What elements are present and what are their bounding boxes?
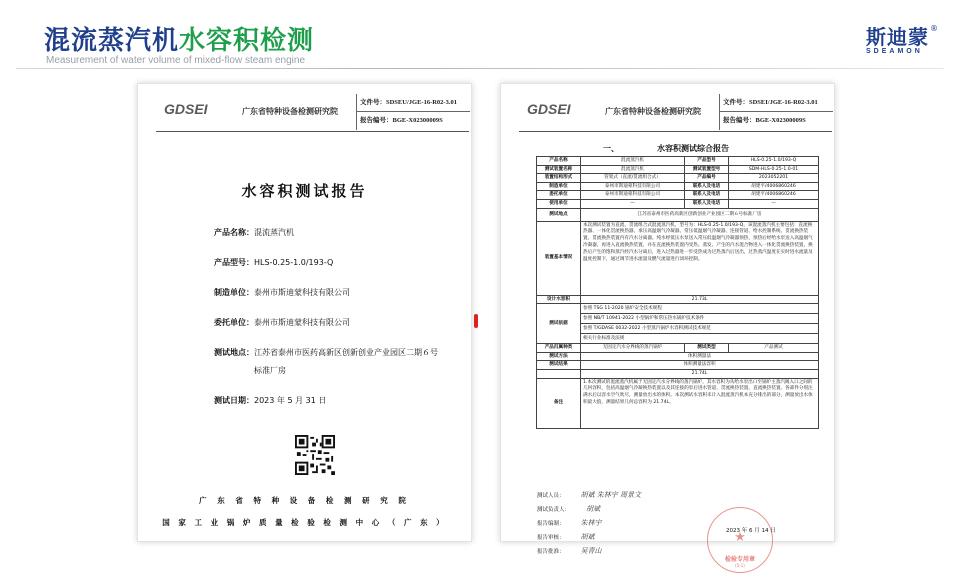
field-test-location-cont: 标准厂房: [254, 366, 286, 375]
report-summary-page: [500, 83, 835, 568]
org-name: 广东省特种设备检测研究院: [242, 107, 338, 116]
header-rule: [156, 131, 469, 132]
brand-logo-cn: 斯迪蒙: [866, 25, 929, 49]
report-number: 报告编号：BGE-X02300009S: [723, 117, 806, 124]
seal-code: (5-1): [735, 563, 745, 568]
table-row: 产品名称 混流蒸汽机 产品型号 HLS-0.25-1.0/193-Q: [537, 157, 819, 166]
official-seal: [707, 507, 773, 573]
brand-logo: [866, 24, 938, 60]
header-divider-right: [396, 68, 944, 69]
table-row: 设计水容积 21.73L: [537, 295, 819, 304]
brand-logo-en: SDEAMON: [866, 48, 923, 55]
sign-writer: 报告编制： 朱林宇: [537, 519, 602, 527]
table-row: 参照 T/GDASE 0032-2022 小型蒸汽锅炉水容积测试技术规范: [537, 324, 819, 334]
table-row: 备注 1.本次测试的混流蒸汽机属于无固定汽水分界线的蒸汽锅炉，其水容积为从给水泵出口至锅炉主蒸汽阀入口之间的几何容积，包括高温烟气冷凝换热装置以及其连接的泵后进水管道、贯流换热装置、直流换热装置、各部件分别注满水后以容水空气吹尽，测量放出水的体积。本次测试水容积未计入混流蒸汽机本充分排出的部分，测量放出水体积最大值，测量结果几何总容积为 21.74L。: [537, 378, 819, 428]
report-cover-page: [137, 83, 472, 542]
qr-code: [295, 435, 335, 475]
table-row: 21.74L: [537, 369, 819, 378]
red-marker: [474, 314, 478, 328]
org-name: 广东省特种设备检测研究院: [605, 107, 701, 116]
report-date: 2023 年 6 月 14 日: [726, 528, 776, 534]
page-subtitle: Measurement of water volume of mixed-flow steam engine: [46, 55, 306, 66]
field-product-model: 产品型号：HLS-0.25-1.0/193-Q: [214, 258, 334, 267]
seal-star-icon: ★: [734, 530, 746, 545]
table-row: 装置基本情况 本次测试装置为直流、贯流组合式混流蒸汽机，型号为：HLS-0.25-1.0/193-Q，该混流蒸汽机主要包括：直流换热器、一体化贯流换热器、承压高温烟气冷凝器、常压低温烟气冷凝器、连接管道、给水控制系统、贯流换热装置、贯流换热装置内有汽水分离器。纯水经低压水泵送入常压低温烟气冷凝器预热，预热后经给水泵送入高温烟气冷凝器，再进入直流换热装置，并在直流换热装置内受热、蒸发、产生的汽水混合物进入一体化贯流换热装置，换热后产生的饱和蒸汽经汽水分离后，进入过热器进一步受热成为过热蒸汽后送出，过热蒸汽温度在实时进水流量及温度控制下，通过调节进水流量及燃气流量进行闭环控制。: [537, 221, 819, 295]
table-row: 委托单位 泰州市斯迪蒙科技有限公司 联系人及电话 胡建平/4006860246: [537, 191, 819, 200]
seal-text: 检验专用章: [724, 556, 755, 563]
header-rule: [519, 131, 832, 132]
file-number: 文件号：SDSEI/JGE-16-R02-3.01: [720, 94, 833, 112]
summary-table: [536, 156, 819, 429]
org-logo: GDSEI: [164, 101, 208, 117]
field-test-date: 测试日期：2023 年 5 月 31 日: [214, 396, 327, 405]
field-product-name: 产品名称：混流蒸汽机: [214, 228, 294, 237]
report-number: 报告编号：BGE-X02300009S: [360, 117, 443, 124]
org-logo: GDSEI: [527, 101, 571, 117]
doc-header-box: [356, 94, 470, 130]
sign-owner: 测试负责人： 胡斌: [537, 505, 601, 513]
page-title-part2: 水容积检测: [179, 26, 315, 56]
table-row: 测试地点 江苏省泰州市医药高新区创新创业产业园区二期６号标准厂房: [537, 208, 819, 221]
doc-header-box: [719, 94, 833, 130]
report-title: 水容积测试报告: [241, 182, 368, 200]
header-divider-left: [16, 68, 396, 69]
footer-org-line1: 广 东 省 特 种 设 备 检 测 研 究 院: [199, 496, 410, 505]
brand-logo-registered: ®: [930, 24, 938, 33]
sign-approver: 报告批准： 吴青山: [537, 547, 602, 555]
table-row: 装置结构形式 管架式（直流/贯流组合式） 产品编号 2023052201: [537, 174, 819, 183]
file-number: 文件号：SDSEU/JGE-16-R02-3.01: [357, 94, 470, 112]
table-row: 相关行业标准及法规: [537, 334, 819, 344]
field-manufacturer: 制造单位：泰州市斯迪蒙科技有限公司: [214, 288, 350, 297]
sign-tester: 测试人员： 胡斌 朱林宇 周景文: [537, 491, 641, 499]
table-row: 产品归属种类 无固定汽水分界线的蒸汽锅炉 测试类型 产品测试: [537, 344, 819, 353]
table-row: 测试结果 体积测量法容积: [537, 361, 819, 370]
table-row: 测试依据 参照 TSG 11-2020 锅炉安全技术规程: [537, 304, 819, 314]
table-row: 测试装置名称 混流蒸汽机 测试装置型号 SDM-HLS-0.25-1.0-01: [537, 165, 819, 174]
sign-reviewer: 报告审核： 胡斌: [537, 533, 595, 541]
field-test-location: 测试地点：江苏省泰州市医药高新区创新创业产业园区二期６号: [214, 348, 438, 357]
page-title-part1: 混流蒸汽机: [44, 26, 180, 56]
page-title: [44, 20, 314, 57]
table-row: 测试方法 体积测量法: [537, 352, 819, 361]
field-client: 委托单位：泰州市斯迪蒙科技有限公司: [214, 318, 350, 327]
table-row: 参照 NB/T 10941-2022 小型锅炉和常压热水锅炉技术条件: [537, 314, 819, 324]
table-row: 使用单位 — 联系人及电话 —: [537, 199, 819, 208]
footer-org-line2: 国 家 工 业 锅 炉 质 量 检 验 检 测 中 心 （ 广 东 ）: [162, 518, 447, 527]
table-row: 制造单位 泰州市斯迪蒙科技有限公司 联系人及电话 胡建平/4006860246: [537, 182, 819, 191]
section-heading: 一、 水容积测试综合报告: [603, 144, 729, 153]
